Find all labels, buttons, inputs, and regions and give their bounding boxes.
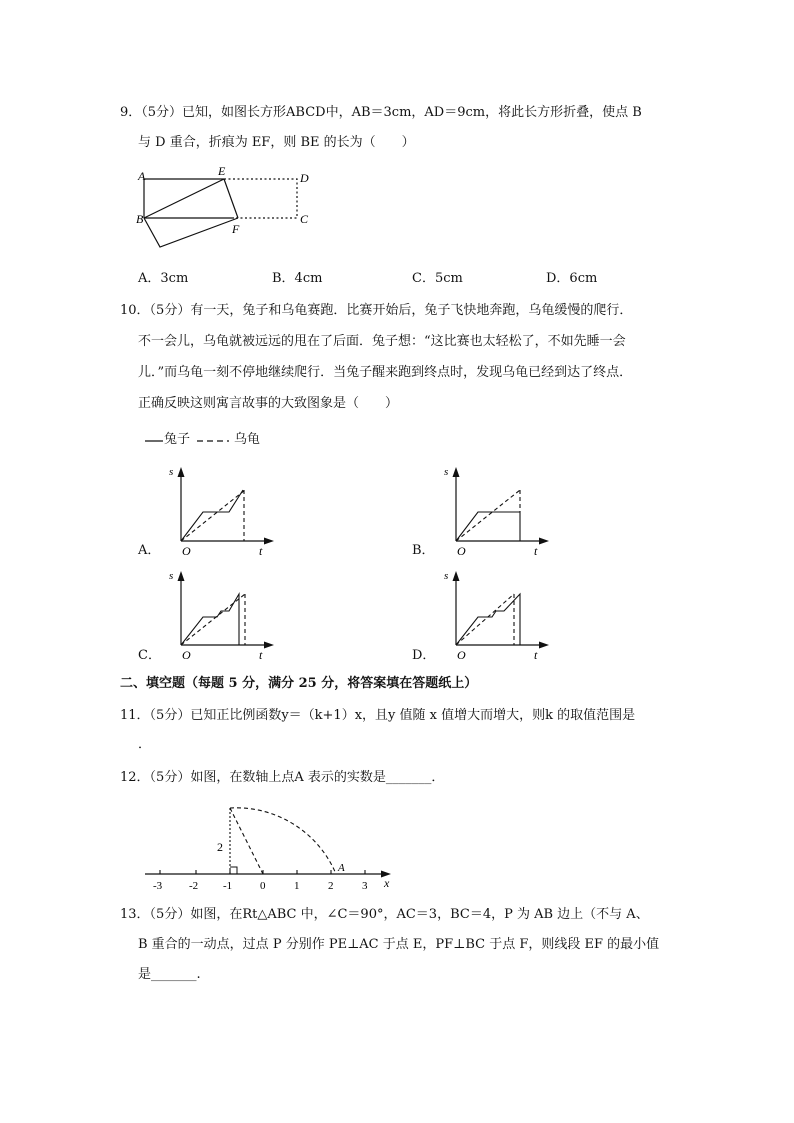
- q9-label-d: D: [300, 171, 309, 185]
- q10-option-b[interactable]: B．: [412, 543, 435, 558]
- q10-graph-a: [165, 463, 275, 558]
- q12-tick-label--3: -3: [153, 880, 163, 892]
- q10-graph-c-s-label: s: [169, 570, 174, 582]
- q9-dotted-rect: [224, 179, 297, 218]
- q10-text-line1: 10．（5分）有一天，兔子和乌龟赛跑．比赛开始后，兔子飞快地奔跑，乌龟缓慢的爬行．: [120, 303, 633, 318]
- q9-option-d[interactable]: D．6cm: [546, 271, 598, 286]
- q10-option-c[interactable]: C．: [138, 648, 161, 663]
- q10-option-a[interactable]: A．: [138, 543, 161, 558]
- q9-option-b[interactable]: B．4cm: [272, 271, 323, 286]
- q10-graph-a-hare-line: [181, 490, 243, 541]
- q10-option-d[interactable]: D．: [412, 648, 436, 663]
- q12-tick-label-1: 1: [294, 880, 300, 892]
- q12-hypotenuse: [230, 808, 263, 874]
- q10-graph-d-origin-label: O: [457, 648, 466, 662]
- q10-text-line3: 儿．”而乌龟一刻不停地继续爬行．当兔子醒来跑到终点时，发现乌龟已经到达了终点．: [138, 365, 633, 380]
- q10-legend-solid-label: 兔子: [164, 432, 191, 447]
- q10-graph-b-tortoise-line: [456, 490, 520, 541]
- q12-tick-label--1: -1: [223, 880, 233, 892]
- q10-graph-c-tortoise-line: [181, 594, 245, 645]
- q9-option-a[interactable]: A．3cm: [138, 271, 189, 286]
- q10-graph-d-s-label: s: [444, 570, 449, 582]
- q10-graph-a-s-label: s: [169, 466, 174, 478]
- q10-graph-d: [440, 567, 550, 662]
- q9-label-a: A: [138, 169, 146, 183]
- q12-tick-label-3: 3: [362, 880, 368, 892]
- q9-ef-crease: [224, 179, 238, 218]
- q10-graph-d-hare-line: [456, 594, 520, 645]
- q13-text-line1: 13．（5分）如图，在Rt△ABC 中，∠C＝90°，AC＝3，BC＝4，P 为 AB 边上（不与 A、: [120, 907, 649, 922]
- q9-label-e: E: [218, 164, 226, 178]
- q9-label-c: C: [300, 212, 309, 226]
- q9-rectangle-fold-figure: [130, 165, 330, 240]
- q9-text-line2: 与 D 重合，折痕为 EF，则 BE 的长为（ ）: [138, 135, 415, 150]
- q10-graph-a-origin-label: O: [182, 544, 191, 558]
- q12-point-a-label: A: [338, 862, 345, 874]
- q9-option-c[interactable]: C．5cm: [412, 271, 463, 286]
- q9-be-line: [144, 179, 224, 218]
- q11-text-line2: ．: [138, 737, 152, 752]
- q12-right-angle-mark: [230, 867, 237, 874]
- q10-text-line2: 不一会儿，乌龟就被远远的甩在了后面．兔子想：“这比赛也太轻松了，不如先睡一会: [138, 334, 626, 349]
- q10-graph-d-tortoise-line: [456, 594, 514, 645]
- q12-height-label: 2: [217, 840, 223, 854]
- q12-axis-x-label: x: [384, 876, 390, 890]
- q10-graph-a-t-label: t: [259, 544, 263, 558]
- q12-text-line1: 12．（5分）如图，在数轴上点A 表示的实数是_______．: [120, 770, 445, 785]
- q10-legend-dashed-line: [197, 440, 233, 444]
- q10-text-line4: 正确反映这则寓言故事的大致图象是（ ）: [138, 396, 399, 411]
- q10-graph-b: [440, 463, 550, 558]
- q10-graph-c-origin-label: O: [182, 648, 191, 662]
- q10-graph-a-tortoise-line: [181, 490, 245, 541]
- q10-graph-c: [165, 567, 275, 662]
- q10-graph-b-t-label: t: [534, 544, 538, 558]
- q13-text-line2: B 重合的一动点，过点 P 分别作 PE⊥AC 于点 E，PF⊥BC 于点 F，则线段 EF 的最小值: [138, 937, 660, 952]
- q12-tick-label--2: -2: [189, 880, 199, 892]
- q9-label-f: F: [232, 222, 240, 236]
- q10-legend-dashed-label: 乌龟: [234, 432, 261, 447]
- q12-tick-label-2: 2: [328, 880, 334, 892]
- q10-graph-c-hare-line: [181, 594, 239, 645]
- q11-text-line1: 11．（5分）已知正比例函数y＝（k+1）x，且y 值随 x 值增大而增大，则k 的取值范围是: [120, 708, 636, 723]
- q12-number-line-figure: [140, 798, 400, 893]
- q10-graph-b-origin-label: O: [457, 544, 466, 558]
- q10-graph-d-t-label: t: [534, 648, 538, 662]
- q12-tick-label-0: 0: [260, 880, 266, 892]
- section2-title: 二、填空题（每题 5 分，满分 25 分，将答案填在答题纸上）: [120, 676, 478, 691]
- q10-graph-b-hare-line: [456, 512, 520, 541]
- q10-graph-b-s-label: s: [444, 466, 449, 478]
- q10-legend-solid-line: [145, 440, 165, 444]
- q9-folded-flap: [144, 218, 238, 247]
- q10-graph-c-t-label: t: [259, 648, 263, 662]
- q9-label-b: B: [136, 212, 144, 226]
- q13-text-line3: 是_______.: [138, 967, 201, 982]
- q9-text-line1: 9．（5分）已知，如图长方形ABCD中，AB＝3cm，AD＝9cm，将此长方形折叠，使点 B: [120, 105, 642, 120]
